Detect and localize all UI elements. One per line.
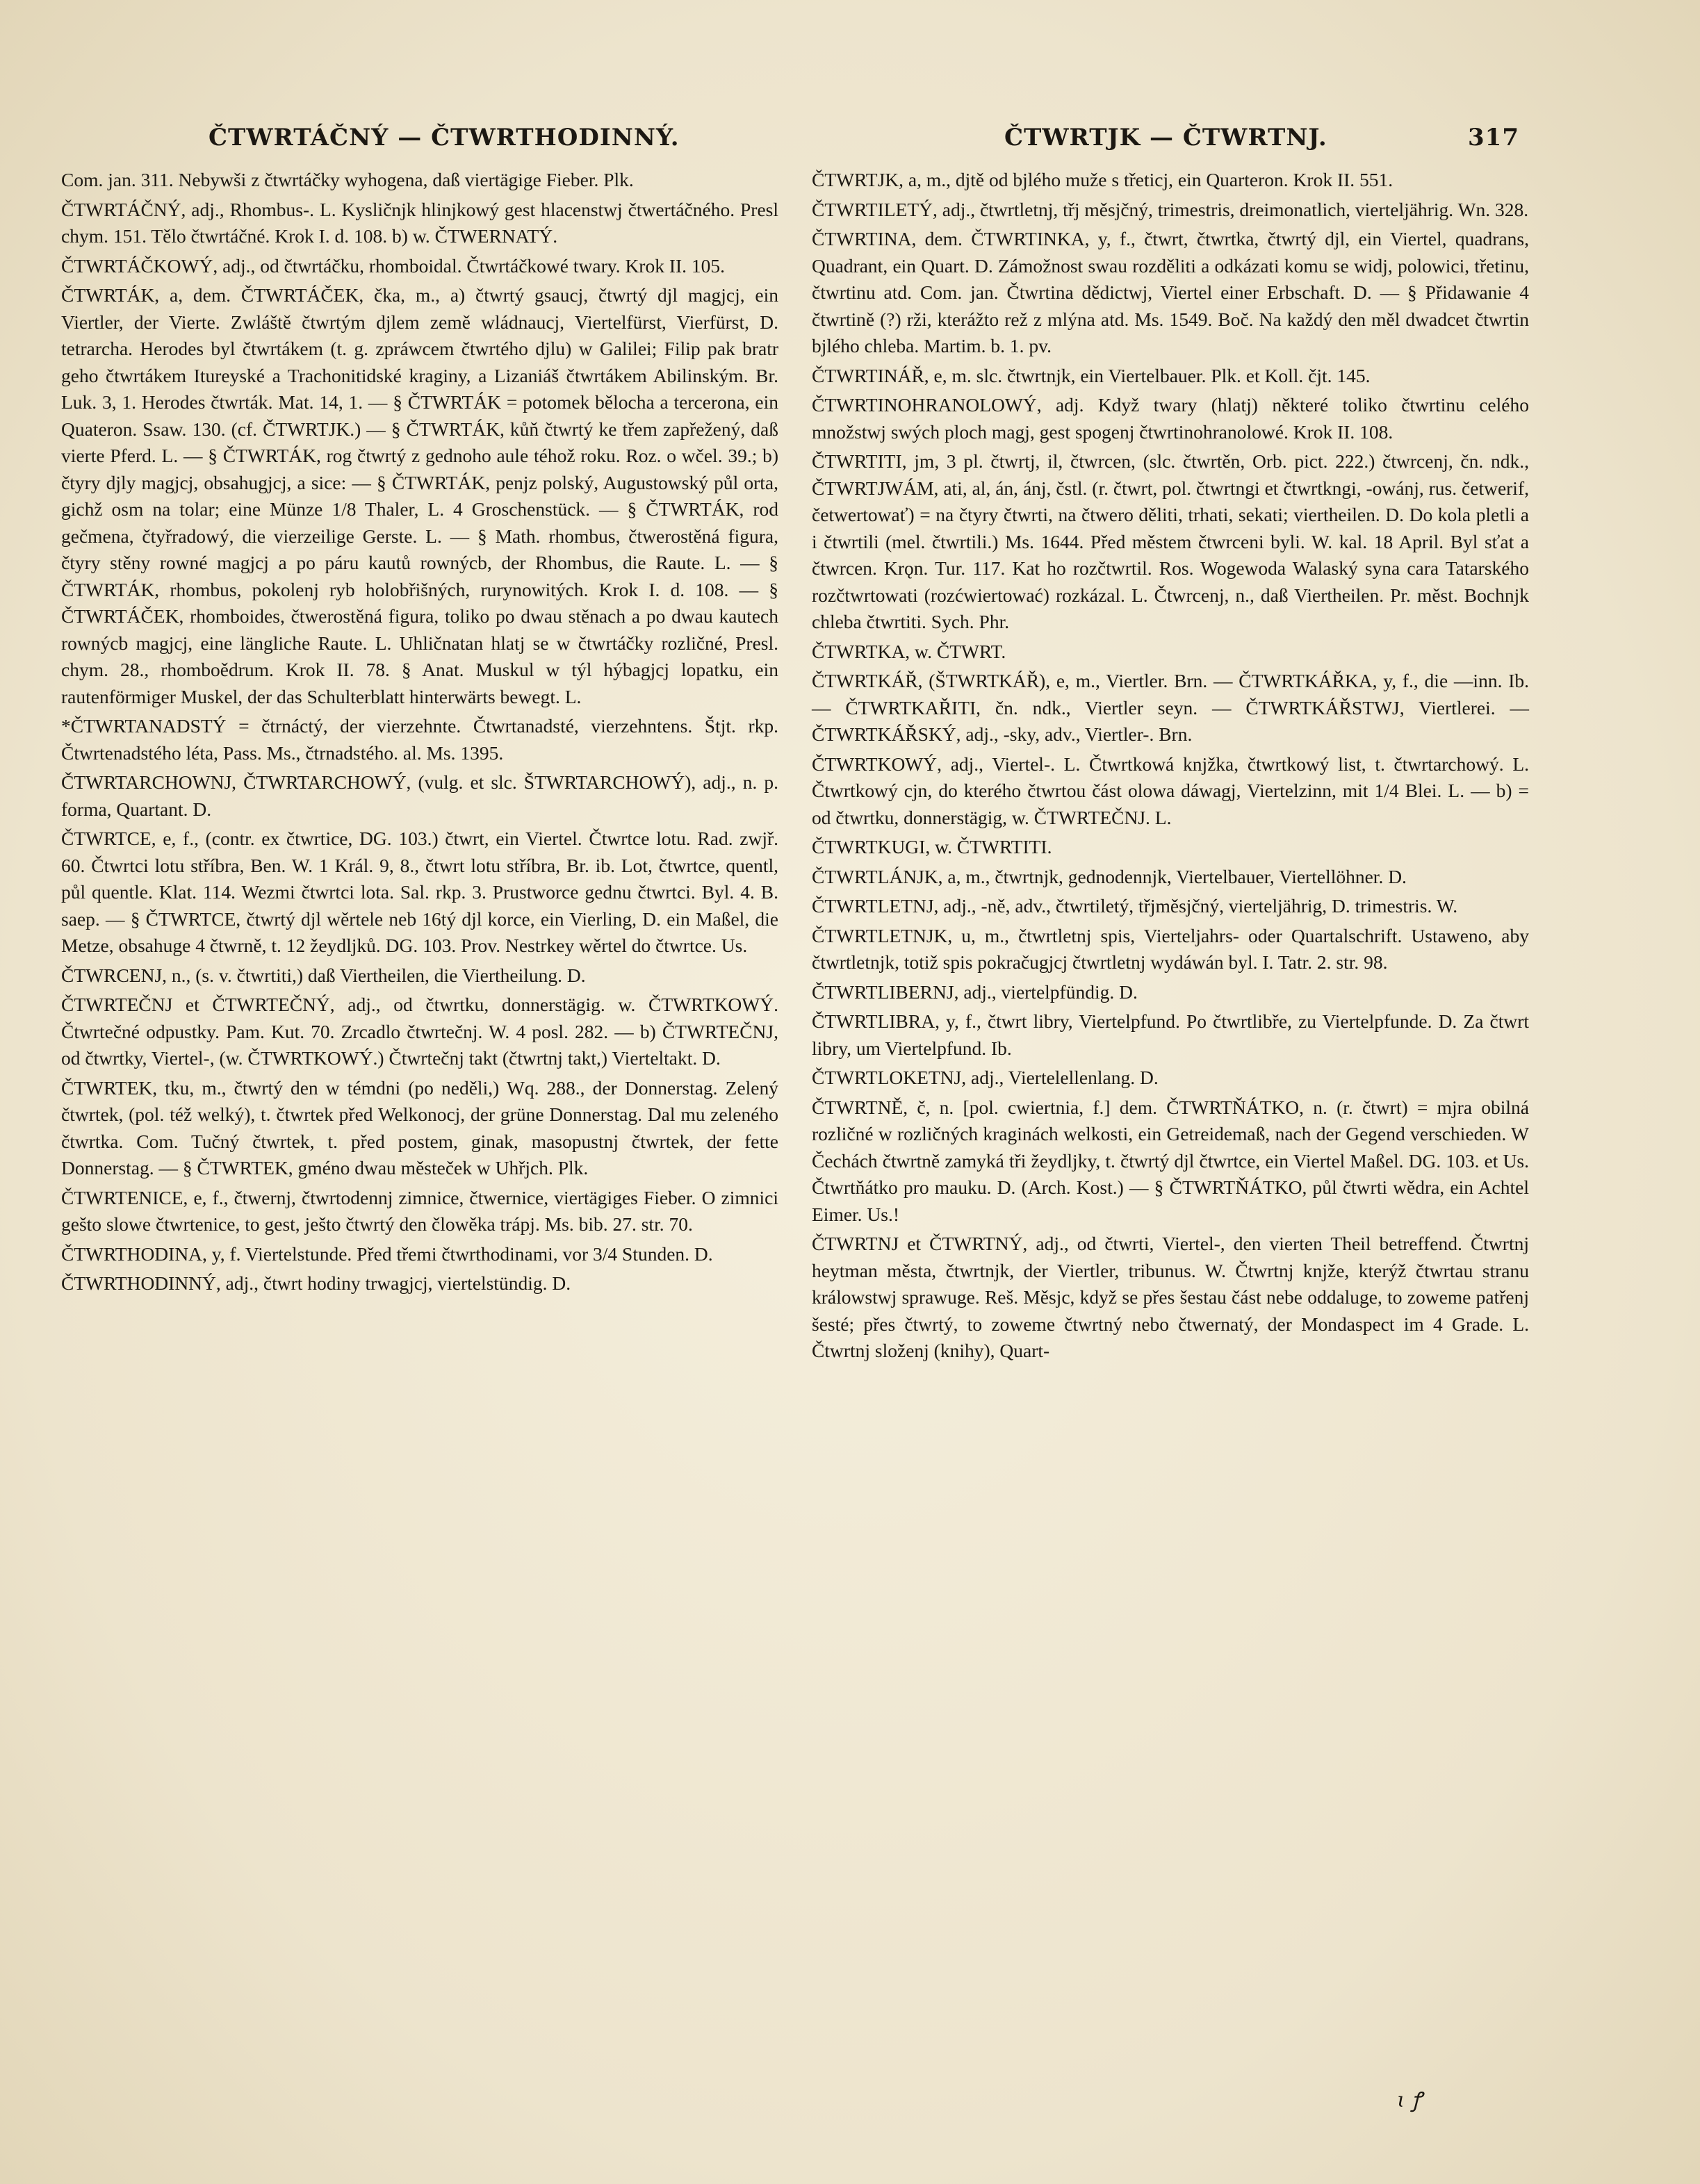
dictionary-entry: *ČTWRTANADSTÝ = čtrnáctý, der vierzehnte. Čtwrtanadsté, vierzehntens. Štjt. rkp. Čtwrtenadstého léta, Pass. Ms., čtrnadstého. al. Ms. 1395.	[61, 715, 778, 764]
dictionary-entry: ČTWRTCE, e, f., (contr. ex čtwrtice, DG. 103.) čtwrt, ein Viertel. Čtwrtce lotu. Rad. zwjř. 60. Čtwrtci lotu stříbra, Ben. W. 1 Král. 9, 8., čtwrt lotu stříbra, Br. ib. Lot, čtwrtce, quentl, půl quentle. Klat. 114. Wezmi čtwrtci lota. Sal. rkp. 3. Prustworce gednu čtwrtci. Byl. 4. B. saep. — § ČTWRTCE, čtwrtý djl wěrtele neb 16tý djl korce, ein Vierling, D. ein Maßel, die Metze, obsahuge 4 čtwrně, t. 12 žeydljků. DG. 103. Prov. Nestrkey wěrtel do čtwrtce. Us.	[61, 828, 778, 956]
footer-mark: ɩ ꝭ	[1397, 2088, 1422, 2112]
left-running-head: ČTWRTÁČNÝ — ČTWRTHODINNÝ.	[209, 124, 680, 151]
dictionary-entry: ČTWRTLÁNJK, a, m., čtwrtnjk, gednodennjk, Viertelbauer, Viertellöhner. D.	[812, 865, 1407, 887]
right-running-head: ČTWRTJK — ČTWRTNJ.	[1004, 124, 1327, 151]
dictionary-entry: ČTWRTLOKETNJ, adj., Viertelellenlang. D.	[812, 1067, 1159, 1088]
dictionary-entry: ČTWRTNĚ, č, n. [pol. cwiertnia, f.] dem. ČTWRTŇÁTKO, n. (r. čtwrt) = mjra obilná rozličné w rozličných kraginách welkosti, ein Getreidemaß, nach der Gegend verschieden. W Čechách čtwrtně zamyká tři žeydljky, t. čtwrtý djl čtwrtce, ein Viertel Maßel. DG. 103. et Us. Čtwrtňátko pro mauku. D. (Arch. Kost.) — § ČTWRTŇÁTKO, půl čtwrti wědra, ein Achtel Eimer. Us.!	[812, 1096, 1529, 1225]
dictionary-entry: ČTWRTLIBERNJ, adj., viertelpfündig. D.	[812, 980, 1138, 1003]
dictionary-entry: ČTWRTLETNJ, adj., -ně, adv., čtwrtiletý, třjměsjčný, vierteljährig, D. trimestris. W.	[812, 895, 1458, 917]
dictionary-entry: ČTWRTKOWÝ, adj., Viertel-. L. Čtwrtkowá knjžka, čtwrtkowý list, t. čtwrtarchowý. L. Čtwrtkowý cjn, do kterého čtwrtou část olowa dáwagj, Viertelzinn, mit 1/4 Blei. L. — b) = od čtwrtku, donnerstägig, w. ČTWRTEČNJ. L.	[812, 753, 1529, 828]
dictionary-entry: ČTWRTITI, jm, 3 pl. čtwrtj, il, čtwrcen, (slc. čtwrtěn, Orb. pict. 222.) čtwrcenj, čn. ndk., ČTWRTJWÁM, ati, al, án, ánj, čstl. (r. čtwrt, pol. čtwrtngi et čtwrtkngi, -owánj, rus. četwerif, četwertowať) = na čtyry čtwrti, na čtwero děliti, trhati, sekati; viertheilen. D. Do kola pletli a i čtwrtili (mel. čtwrtili.) Ms. 1644. Před městem čtwrceni byli. W. kal. 18 April. Byl sťat a čtwrcen. Krǫn. Tur. 117. Kat ho rozčtwrtil. Ros. Wogewoda Walaský syna cara Tatarského rozčtwrtowati (rozćwiertować) rozkázal. L. Čtwrcenj, n., daß Viertheilen. Pr. měst. Bochnjk chleba čtwrtiti. Sych. Phr.	[812, 450, 1529, 632]
dictionary-entry: ČTWRTHODINNÝ, adj., čtwrt hodiny trwagjcj, viertelstündig. D.	[61, 1272, 571, 1294]
dictionary-entry: ČTWRTHODINA, y, f. Viertelstunde. Před třemi čtwrthodinami, vor 3/4 Stunden. D.	[61, 1242, 713, 1265]
left-column	[61, 167, 778, 1297]
right-column	[812, 167, 1529, 1365]
dictionary-entry: ČTWRTLIBRA, y, f., čtwrt libry, Viertelpfund. Po čtwrtlibře, zu Viertelpfunde. D. Za čtwrt libry, um Viertelpfund. Ib.	[812, 1010, 1529, 1059]
dictionary-entry: ČTWRTÁK, a, dem. ČTWRTÁČEK, čka, m., a) čtwrtý gsaucj, čtwrtý djl magjcj, ein Viertler, der Vierte. Zwláště čtwrtým djlem země wládnaucj, Viertelfürst, Vierfürst, D. tetrarcha. Herodes byl čtwrtákem (t. g. zpráwcem čtwrtého djlu) w Galilei; Filip pak bratr geho čtwrtákem Itureyské a Trachonitidské kraginy, a Lizaniáš čtwrtákem Abilinským. Br. Luk. 3, 1. Herodes čtwrták. Mat. 14, 1. — § ČTWRTÁK = potomek bělocha a tercerona, ein Quateron. Ssaw. 130. (cf. ČTWRTJK.) — § ČTWRTÁK, kůň čtwrtý ke třem zapřežený, daß vierte Pferd. L. — § ČTWRTÁK, rog čtwrtý z gednoho aule téhož roku. Roz. o wčel. 39.; b) čtyry djly magjcj, obsahugjcj, a sice: — § ČTWRTÁK, penjz polský, Augustowský půl orta, gichž osm na tolar; eine Münze 1/8 Thaler, L. 4 Groschenstück. — § ČTWRTÁK, rod gečmena, čtyřradowý, die vierzeilige Gerste. L. — § Math. rhombus, čtwerostěná figura, čtyry stěny rowné magjcj a po páru kautů rownýcb, der Rhombus, die Raute. L. — § ČTWRTÁK, rhombus, pokolenj ryb holobřišných, rurynowitých. Krok I. d. 108. — § ČTWRTÁČEK, rhomboides, čtwerostěná figura, toliko po dwau stěnach a po dwau kautech rownýcb magjcj, eine längliche Raute. L. Uhličnatan hlatj se w čtwrtáčky rozličné, Presl. chym. 28., rhomboědrum. Krok II. 78. § Anat. Muskul w týl hýbagjcj lopatku, ein rautenförmiger Muskel, der das Schulterblatt hinterwärts bewegt. L.	[61, 284, 778, 707]
page-number: 317	[1468, 124, 1519, 151]
dictionary-entry: ČTWRTÁČKOWÝ, adj., od čtwrtáčku, rhomboidal. Čtwrtáčkowé twary. Krok II. 105.	[61, 254, 726, 277]
dictionary-entry: ČTWRTKUGI, w. ČTWRTITI.	[812, 836, 1052, 857]
dictionary-entry: ČTWRTNJ et ČTWRTNÝ, adj., od čtwrti, Viertel-, den vierten Theil betreffend. Čtwrtnj heytman města, čtwrtnjk, der Viertler, tribunus. W. Čtwrtnj knjže, kterýž čtwrtau stranu králowstwj sprawuge. Reš. Měsjc, když se přes šestau část nebe oddaluge, to zoweme patřenj šesté; přes čtwrtý, to zoweme čtwrtný nebo čtwernatý, der Mondaspect im 4 Grade. L. Čtwrtnj složenj (knihy), Quart-	[812, 1233, 1529, 1361]
dictionary-entry: ČTWRTLETNJK, u, m., čtwrtletnj spis, Vierteljahrs- oder Quartalschrift. Ustaweno, aby čtwrtletnjk, totiž spis pokračugjcj čtwrtletnj wydáwán byl. I. Tatr. 2. str. 98.	[812, 924, 1529, 973]
dictionary-entry: ČTWRTKA, w. ČTWRT.	[812, 640, 1006, 662]
dictionary-entry: ČTWRTKÁŘ, (ŠTWRTKÁŘ), e, m., Viertler. Brn. — ČTWRTKÁŘKA, y, f., die —inn. Ib. — ČTWRTKAŘITI, čn. ndk., Viertler seyn. — ČTWRTKÁŘSTWJ, Viertlerei. — ČTWRTKÁŘSKÝ, adj., -sky, adv., Viertler-. Brn.	[812, 670, 1529, 745]
dictionary-entry: ČTWRTINOHRANOLOWÝ, adj. Když twary (hlatj) některé toliko čtwrtinu celého množstwj swých ploch magj, gest spogenj čtwrtinohranolowé. Krok II. 108.	[812, 394, 1529, 443]
dictionary-entry: ČTWRTÁČNÝ, adj., Rhombus-. L. Kyslič​njk hlinjkowý gest hlacenstwj čtwertáčného. Presl chym. 151. Tělo čtwrtáčné. Krok I. d. 108. b) w. ČTWERNATÝ.	[61, 198, 778, 247]
dictionary-entry: ČTWRTARCHOWNJ, ČTWRTARCHOWÝ, (vulg. et slc. ŠTWRTARCHOWÝ), adj., n. p. forma, Quartant. D.	[61, 771, 778, 820]
dictionary-entry: ČTWRTJK, a, m., djtě od bjlého muže s třeticj, ein Quarteron. Krok II. 551.	[812, 169, 1393, 190]
dictionary-entry: ČTWRTINÁŘ, e, m. slc. čtwrtnjk, ein Viertelbauer. Plk. et Koll. čjt. 145.	[812, 364, 1371, 386]
dictionary-entry: ČTWRCENJ, n., (s. v. čtwrtiti,) daß Viertheilen, die Viertheilung. D.	[61, 964, 586, 986]
dictionary-entry: ČTWRTENICE, e, f., čtwernj, čtwrtodennj zimnice, čtwernice, viertägiges Fieber. O zimnici gešto slowe čtwrtenice, to gest, ješto čtwrtý den člowěka trápj. Ms. bib. 27. str. 70.	[61, 1186, 778, 1235]
dictionary-entry: ČTWRTINA, dem. ČTWRTINKA, y, f., čtwrt, čtwrtka, čtwrtý djl, ein Viertel, quadrans, Quadrant, ein Quart. D. Zámožnost swau rozděliti a odkázati komu se widj, polowici, třetinu, čtwrtinu atd. Com. jan. Čtwrtina dědictwj, Viertel einer Erbschaft. D. — § Přidawanie 4 čtwrtině (?) rži, kterážto rež z mlýna atd. Ms. 1549. Boč. Na každý den měl dwadcet čtwrtin bjlého chleba. Martim. b. 1. pv.	[812, 228, 1529, 356]
dictionary-entry: ČTWRTEK, tku, m., čtwrtý den w témdni (po neděli,) Wq. 288., der Donnerstag. Zelený čtwrtek, (pol. též welký), t. čtwrtek před Welkonocj, der grüne Donnerstag. Dal mu zeleného čtwrtka. Com. Tučný čtwrtek, t. před postem, ginak, masopustnj čtwrtek, der fette Donnerstag. — § ČTWRTEK, gméno dwau městeček w Uhřjch. Plk.	[61, 1076, 778, 1179]
dictionary-entry: Com. jan. 311. Nebywši z čtwrtáčky wyhogena, daß viertägige Fieber. Plk.	[61, 169, 634, 190]
dictionary-entry: ČTWRTEČNJ et ČTWRTEČNÝ, adj., od čtwrtku, donnerstägig. w. ČTWRTKOWÝ. Čtwrtečné odpustky. Pam. Kut. 70. Zrcadlo čtwrtečnj. W. 4 posl. 282. — b) ČTWRTEČNJ, od čtwrtky, Viertel-, (w. ČTWRTKOWÝ.) Čtwrtečnj takt (čtwrtnj takt,) Vierteltakt. D.	[61, 994, 778, 1069]
page-header	[0, 124, 1700, 154]
dictionary-entry: ČTWRTILETÝ, adj., čtwrtletnj, třj měsjčný, trimestris, dreimonatlich, vierteljährig. Wn. 328.	[812, 198, 1529, 220]
